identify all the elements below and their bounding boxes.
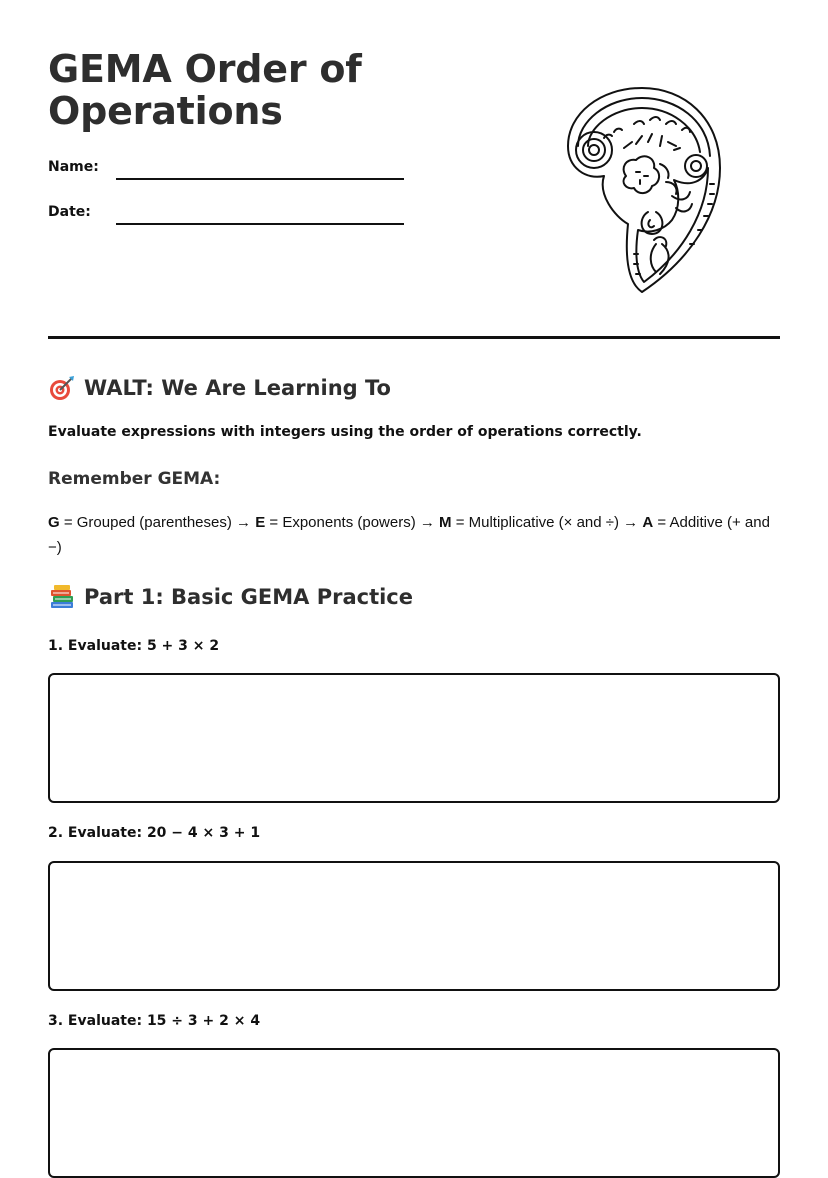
walt-heading-text: WALT: We Are Learning To bbox=[84, 376, 391, 400]
part1-heading bbox=[48, 583, 413, 611]
target-icon bbox=[48, 374, 76, 402]
walt-objective: Evaluate expressions with integers using the order of operations correctly. bbox=[48, 424, 642, 440]
worksheet-header bbox=[48, 0, 780, 340]
remember-gema-heading: Remember GEMA: bbox=[48, 469, 221, 489]
name-label: Name: bbox=[48, 159, 99, 175]
header-divider bbox=[48, 336, 780, 339]
gema-text-e: = Exponents (powers) → bbox=[265, 514, 440, 531]
gema-letter-m: M bbox=[439, 514, 452, 531]
koru-illustration bbox=[564, 84, 724, 294]
name-write-line[interactable] bbox=[116, 178, 404, 180]
gema-letter-g: G bbox=[48, 514, 60, 531]
gema-letter-e: E bbox=[255, 514, 266, 531]
page-title: GEMA Order of Operations bbox=[48, 47, 362, 133]
answer-box-2[interactable] bbox=[48, 861, 780, 991]
gema-letter-a: A bbox=[642, 514, 654, 531]
name-field[interactable] bbox=[48, 159, 404, 189]
question-2: 2. Evaluate: 20 − 4 × 3 + 1 bbox=[48, 825, 261, 841]
answer-box-1[interactable] bbox=[48, 673, 780, 803]
date-label: Date: bbox=[48, 204, 91, 220]
question-1: 1. Evaluate: 5 + 3 × 2 bbox=[48, 638, 220, 654]
date-field[interactable] bbox=[48, 204, 404, 234]
part1-heading-text: Part 1: Basic GEMA Practice bbox=[84, 585, 413, 609]
gema-text-m: = Multiplicative (× and ÷) → bbox=[451, 514, 643, 531]
gema-rule-text bbox=[48, 510, 780, 560]
books-icon bbox=[48, 583, 76, 611]
gema-text-g: = Grouped (parentheses) → bbox=[59, 514, 256, 531]
worksheet-page bbox=[48, 0, 780, 1029]
date-write-line[interactable] bbox=[116, 223, 404, 225]
answer-box-3[interactable] bbox=[48, 1048, 780, 1178]
question-3: 3. Evaluate: 15 ÷ 3 + 2 × 4 bbox=[48, 1013, 261, 1029]
gema-text-a: = Additive (+ and −) bbox=[48, 514, 770, 556]
walt-heading bbox=[48, 374, 391, 402]
